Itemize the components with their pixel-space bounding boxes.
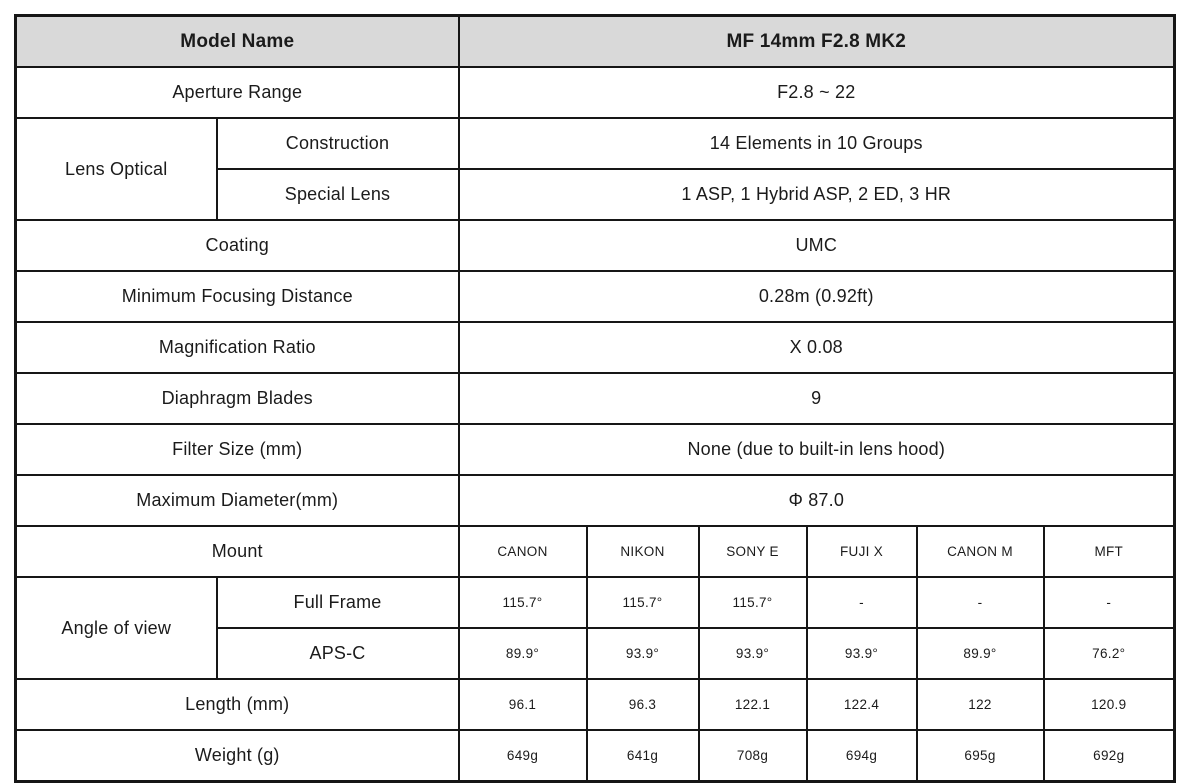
min-focus-value: 0.28m (0.92ft)	[459, 271, 1175, 322]
length-value: 122	[917, 679, 1044, 730]
weight-value: 649g	[459, 730, 587, 782]
row-coating	[16, 220, 1175, 271]
row-model-name	[16, 16, 1175, 68]
length-label: Length (mm)	[16, 679, 459, 730]
aperture-range-label: Aperture Range	[16, 67, 459, 118]
length-value: 96.3	[587, 679, 699, 730]
row-length	[16, 679, 1175, 730]
special-lens-value: 1 ASP, 1 Hybrid ASP, 2 ED, 3 HR	[459, 169, 1175, 220]
full-frame-value: 115.7°	[699, 577, 807, 628]
special-lens-label: Special Lens	[217, 169, 459, 220]
full-frame-label: Full Frame	[217, 577, 459, 628]
magnification-value: X 0.08	[459, 322, 1175, 373]
model-name-value: MF 14mm F2.8 MK2	[459, 16, 1175, 68]
length-value: 120.9	[1044, 679, 1175, 730]
diaphragm-value: 9	[459, 373, 1175, 424]
lens-spec-table	[14, 14, 1176, 783]
weight-value: 694g	[807, 730, 917, 782]
coating-label: Coating	[16, 220, 459, 271]
aperture-range-value: F2.8 ~ 22	[459, 67, 1175, 118]
weight-value: 641g	[587, 730, 699, 782]
magnification-label: Magnification Ratio	[16, 322, 459, 373]
full-frame-value: 115.7°	[459, 577, 587, 628]
mount-column-canon: CANON	[459, 526, 587, 577]
aps-c-value: 93.9°	[699, 628, 807, 679]
aps-c-label: APS-C	[217, 628, 459, 679]
full-frame-value: 115.7°	[587, 577, 699, 628]
row-weight	[16, 730, 1175, 782]
row-filter-size	[16, 424, 1175, 475]
coating-value: UMC	[459, 220, 1175, 271]
max-diameter-value: Φ 87.0	[459, 475, 1175, 526]
min-focus-label: Minimum Focusing Distance	[16, 271, 459, 322]
mount-column-mft: MFT	[1044, 526, 1175, 577]
aps-c-value: 89.9°	[459, 628, 587, 679]
weight-label: Weight (g)	[16, 730, 459, 782]
mount-column-nikon: NIKON	[587, 526, 699, 577]
mount-column-fuji-x: FUJI X	[807, 526, 917, 577]
full-frame-value: -	[807, 577, 917, 628]
aps-c-value: 89.9°	[917, 628, 1044, 679]
construction-label: Construction	[217, 118, 459, 169]
row-aperture-range	[16, 67, 1175, 118]
row-mount	[16, 526, 1175, 577]
row-construction	[16, 118, 1175, 169]
row-minimum-focusing-distance	[16, 271, 1175, 322]
length-value: 122.1	[699, 679, 807, 730]
row-angle-full-frame	[16, 577, 1175, 628]
length-value: 122.4	[807, 679, 917, 730]
angle-of-view-label: Angle of view	[16, 577, 217, 679]
mount-label: Mount	[16, 526, 459, 577]
full-frame-value: -	[1044, 577, 1175, 628]
mount-column-sony-e: SONY E	[699, 526, 807, 577]
aps-c-value: 93.9°	[587, 628, 699, 679]
mount-column-canon-m: CANON M	[917, 526, 1044, 577]
lens-optical-label: Lens Optical	[16, 118, 217, 220]
max-diameter-label: Maximum Diameter(mm)	[16, 475, 459, 526]
weight-value: 708g	[699, 730, 807, 782]
filter-size-label: Filter Size (mm)	[16, 424, 459, 475]
row-diaphragm-blades	[16, 373, 1175, 424]
aps-c-value: 76.2°	[1044, 628, 1175, 679]
weight-value: 695g	[917, 730, 1044, 782]
full-frame-value: -	[917, 577, 1044, 628]
length-value: 96.1	[459, 679, 587, 730]
weight-value: 692g	[1044, 730, 1175, 782]
row-maximum-diameter	[16, 475, 1175, 526]
construction-value: 14 Elements in 10 Groups	[459, 118, 1175, 169]
filter-size-value: None (due to built-in lens hood)	[459, 424, 1175, 475]
aps-c-value: 93.9°	[807, 628, 917, 679]
row-magnification-ratio	[16, 322, 1175, 373]
model-name-label: Model Name	[16, 16, 459, 68]
diaphragm-label: Diaphragm Blades	[16, 373, 459, 424]
